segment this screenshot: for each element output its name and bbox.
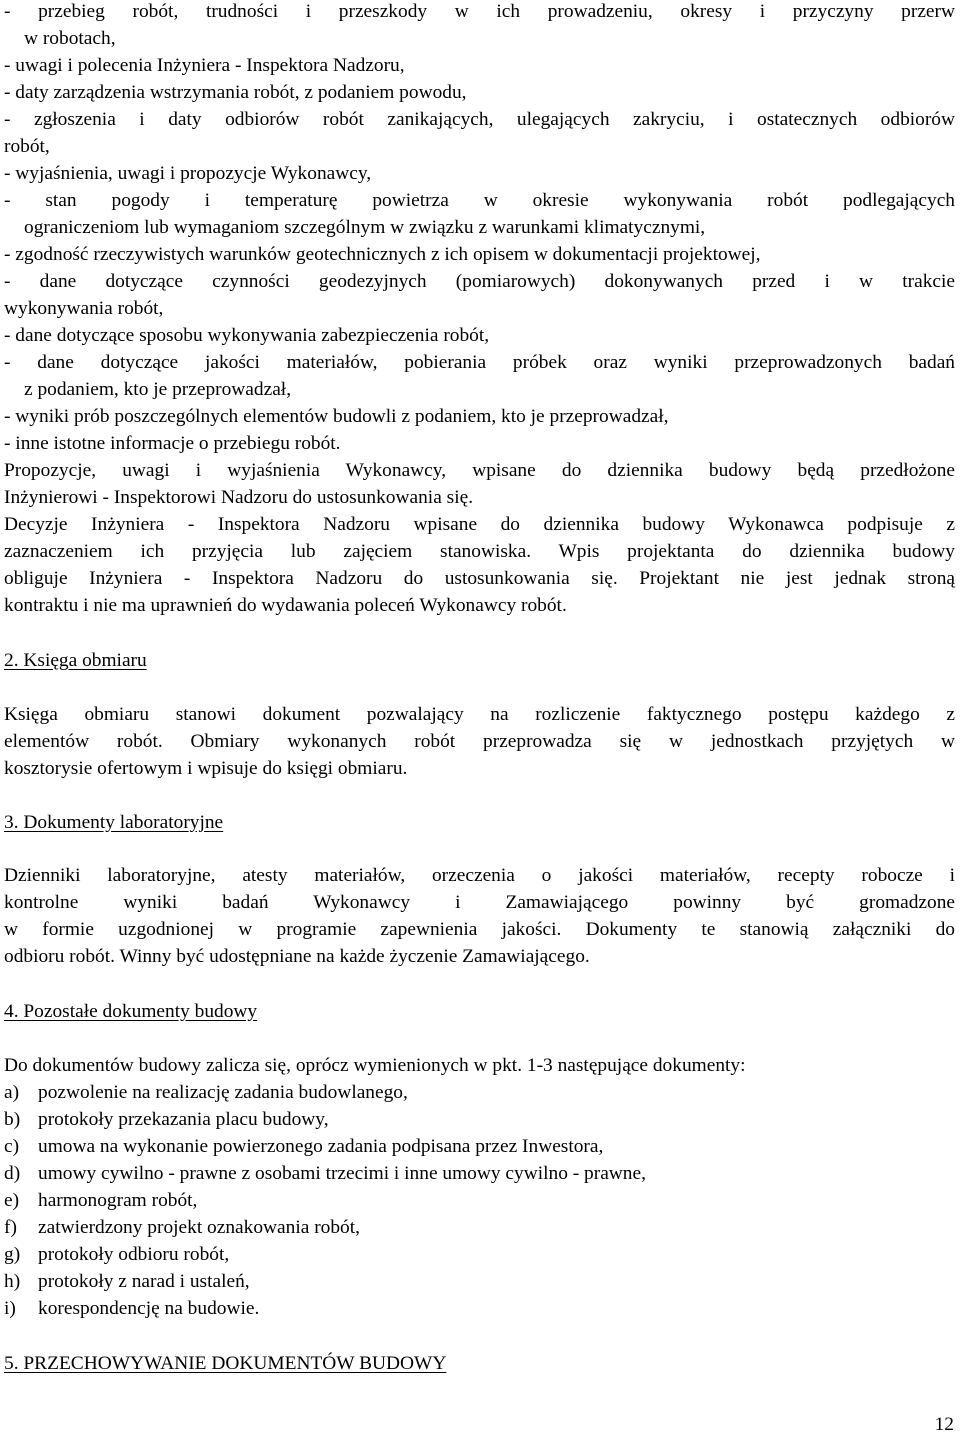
section-heading-laboratory-documents: 3. Dokumenty laboratoryjne <box>4 812 224 833</box>
list-item: - dane dotyczące czynności geodezyjnych (pomiarowych) dokonywanych przed i w trakcie <box>4 271 955 292</box>
list-marker: c) <box>4 1136 20 1157</box>
paragraph-line: obliguje Inżyniera - Inspektora Nadzoru do ustosunkowania się. Projektant nie jest jednak stroną <box>4 568 955 589</box>
paragraph-line: w formie uzgodnionej w programie zapewnienia jakości. Dokumenty te stanowią załączniki do <box>4 919 955 940</box>
list-item: - stan pogody i temperaturę powietrza w okresie wykonywania robót podlegających <box>4 190 955 211</box>
list-item: - zgodność rzeczywistych warunków geotechnicznych z ich opisem w dokumentacji projektowej, <box>4 244 761 265</box>
list-item: - zgłoszenia i daty odbiorów robót zanikających, ulegających zakryciu, i ostatecznych odbiorów <box>4 109 955 130</box>
list-item <box>4 1187 955 1214</box>
paragraph-line: zaznaczeniem ich przyjęcia lub zajęciem stanowiska. Wpis projektanta do dziennika budowy <box>4 541 955 562</box>
paragraph-line: kontrolne wyniki badań Wykonawcy i Zamawiającego powinny być gromadzone <box>4 892 955 913</box>
list-marker: f) <box>4 1217 17 1238</box>
list-item: - daty zarządzenia wstrzymania robót, z podaniem powodu, <box>4 82 467 103</box>
list-item: - wyjaśnienia, uwagi i propozycje Wykonawcy, <box>4 163 372 184</box>
section-heading-document-storage: 5. PRZECHOWYWANIE DOKUMENTÓW BUDOWY <box>4 1353 447 1374</box>
list-marker: h) <box>4 1271 21 1292</box>
list-marker: i) <box>4 1298 16 1319</box>
list-marker: a) <box>4 1082 20 1103</box>
list-marker: e) <box>4 1190 20 1211</box>
list-item: - dane dotyczące jakości materiałów, pobierania próbek oraz wyniki przeprowadzonych badań <box>4 352 955 373</box>
list-item-text: protokoły przekazania placu budowy, <box>38 1109 329 1130</box>
section-heading-measurement-book: 2. Księga obmiaru <box>4 650 147 671</box>
list-item <box>4 1241 955 1268</box>
list-item-continuation: z podaniem, kto je przeprowadzał, <box>24 379 292 400</box>
list-item-text: protokoły z narad i ustaleń, <box>38 1271 250 1292</box>
paragraph-line: elementów robót. Obmiary wykonanych robót przeprowadza się w jednostkach przyjętych w <box>4 731 955 752</box>
list-item <box>4 1295 955 1322</box>
list-item-text: zatwierdzony projekt oznakowania robót, <box>38 1217 360 1238</box>
paragraph-line: odbioru robót. Winny być udostępniane na każde życzenie Zamawiającego. <box>4 946 590 967</box>
paragraph-line: Księga obmiaru stanowi dokument pozwalający na rozliczenie faktycznego postępu każdego z <box>4 704 955 725</box>
paragraph-line: Inżynierowi - Inspektorowi Nadzoru do ustosunkowania się. <box>4 487 474 508</box>
list-item: - przebieg robót, trudności i przeszkody w ich prowadzeniu, okresy i przyczyny przerw <box>4 1 955 22</box>
list-item <box>4 1106 955 1133</box>
list-marker: b) <box>4 1109 21 1130</box>
other-documents-intro: Do dokumentów budowy zalicza się, oprócz wymienionych w pkt. 1-3 następujące dokumenty: <box>4 1055 746 1076</box>
list-item <box>4 1079 955 1106</box>
page-number: 12 <box>934 1414 954 1435</box>
list-item-text: protokoły odbioru robót, <box>38 1244 230 1265</box>
list-item: - dane dotyczące sposobu wykonywania zabezpieczenia robót, <box>4 325 490 346</box>
list-item <box>4 1133 955 1160</box>
paragraph-line: Decyzje Inżyniera - Inspektora Nadzoru wpisane do dziennika budowy Wykonawca podpisuje z <box>4 514 955 535</box>
list-item-continuation: robót, <box>4 136 50 157</box>
list-item-continuation: ograniczeniom lub wymaganiom szczególnym w związku z warunkami klimatycznymi, <box>24 217 706 238</box>
section-heading-other-documents: 4. Pozostałe dokumenty budowy <box>4 1001 258 1022</box>
paragraph-line: kosztorysie ofertowym i wpisuje do księgi obmiaru. <box>4 758 408 779</box>
list-item-text: korespondencję na budowie. <box>38 1298 260 1319</box>
list-item-continuation: w robotach, <box>24 28 116 49</box>
list-item: - inne istotne informacje o przebiegu robót. <box>4 433 341 454</box>
list-item: - wyniki prób poszczególnych elementów budowli z podaniem, kto je przeprowadzał, <box>4 406 669 427</box>
paragraph-line: Propozycje, uwagi i wyjaśnienia Wykonawcy, wpisane do dziennika budowy będą przedłożone <box>4 460 955 481</box>
list-item <box>4 1214 955 1241</box>
list-item: - uwagi i polecenia Inżyniera - Inspektora Nadzoru, <box>4 55 405 76</box>
list-item-text: pozwolenie na realizację zadania budowlanego, <box>38 1082 408 1103</box>
list-item-text: umowy cywilno - prawne z osobami trzecimi i inne umowy cywilno - prawne, <box>38 1163 646 1184</box>
list-marker: d) <box>4 1163 21 1184</box>
paragraph-line: kontraktu i nie ma uprawnień do wydawania poleceń Wykonawcy robót. <box>4 595 567 616</box>
list-item <box>4 1268 955 1295</box>
list-item <box>4 1160 955 1187</box>
list-item-text: umowa na wykonanie powierzonego zadania podpisana przez Inwestora, <box>38 1136 604 1157</box>
list-marker: g) <box>4 1244 21 1265</box>
paragraph-line: Dzienniki laboratoryjne, atesty materiałów, orzeczenia o jakości materiałów, recepty robocze i <box>4 865 955 886</box>
list-item-text: harmonogram robót, <box>38 1190 198 1211</box>
list-item-continuation: wykonywania robót, <box>4 298 164 319</box>
